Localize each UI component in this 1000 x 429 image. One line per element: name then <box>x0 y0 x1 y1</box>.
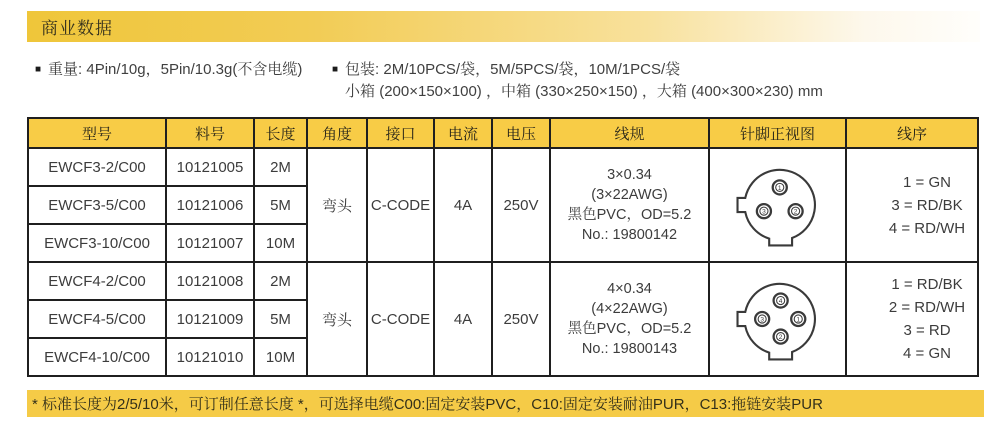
col-header-model: 型号 <box>28 118 166 148</box>
pin-number: 3 <box>761 208 766 216</box>
table-row <box>28 262 978 300</box>
model-cell: EWCF3-2/C00 <box>28 148 166 186</box>
length-cell: 5M <box>254 300 307 338</box>
part-number-cell: 10121009 <box>166 300 254 338</box>
wire-spec-line: (4×22AWG) <box>591 301 668 317</box>
col-header-part-number: 料号 <box>166 118 254 148</box>
length-cell: 2M <box>254 262 307 300</box>
weight-note <box>35 59 332 103</box>
col-header-wire-order: 线序 <box>846 118 978 148</box>
section-title: 商业数据 <box>41 19 113 38</box>
footer-note-bar <box>27 390 984 417</box>
table-row <box>28 148 978 186</box>
pin-number: 1 <box>777 184 782 192</box>
packaging-line-1: 包装: 2M/10PCS/袋，5M/5PCS/袋，10M/1PCS/袋 <box>345 61 681 78</box>
wire-order-line: 4 = RD/WH <box>888 219 966 237</box>
model-cell: EWCF3-5/C00 <box>28 186 166 224</box>
wire-spec-line: No.: 19800142 <box>581 227 678 243</box>
wire-spec-line: No.: 19800143 <box>581 341 678 357</box>
table-header-row <box>28 118 978 148</box>
wire-spec-line: 4×0.34 <box>607 281 652 297</box>
col-header-length: 长度 <box>254 118 307 148</box>
pin-front-view-cell <box>709 262 846 376</box>
wire-spec-line: 黑色PVC，OD=5.2 <box>567 321 692 337</box>
wire-spec-line: (3×22AWG) <box>591 187 668 203</box>
product-table <box>27 117 979 377</box>
pin-number: 2 <box>778 333 782 341</box>
wire-order-line: 4 = GN <box>903 345 951 362</box>
wire-spec-line: 黑色PVC，OD=5.2 <box>567 207 692 223</box>
angle-cell: 弯头 <box>307 262 367 376</box>
wire-order-line: 3 = RD/BK <box>891 196 963 214</box>
pin-number: 2 <box>793 208 797 216</box>
3-pin-connector-diagram <box>732 161 824 249</box>
model-cell: EWCF3-10/C00 <box>28 224 166 262</box>
section-title-bar <box>27 11 980 42</box>
pin-front-view-cell <box>709 148 846 262</box>
wire-order-cell <box>846 148 978 262</box>
current-cell: 4A <box>434 262 492 376</box>
pin-number: 4 <box>778 297 782 305</box>
col-header-interface: 接口 <box>367 118 434 148</box>
wire-order-line: 1 = RD/BK <box>891 276 963 293</box>
part-number-cell: 10121006 <box>166 186 254 224</box>
wire-order-line: 3 = RD <box>903 322 951 339</box>
weight-note-text: 重量: 4Pin/10g，5Pin/10.3g(不含电缆) <box>48 61 303 78</box>
current-cell: 4A <box>434 148 492 262</box>
4-pin-connector-diagram <box>732 275 824 363</box>
pin-number: 3 <box>759 316 764 324</box>
col-header-current: 电流 <box>434 118 492 148</box>
bullet-square-icon: ■ <box>35 64 42 75</box>
interface-cell: C-CODE <box>367 262 434 376</box>
wire-order-line: 2 = RD/WH <box>888 299 966 316</box>
col-header-angle: 角度 <box>307 118 367 148</box>
length-cell: 10M <box>254 338 307 376</box>
part-number-cell: 10121010 <box>166 338 254 376</box>
voltage-cell: 250V <box>492 262 550 376</box>
packaging-line-2: 小箱 (200×150×100) ，中箱 (330×250×150) ，大箱 (400×300×230) mm <box>345 83 823 100</box>
bullet-square-icon: ■ <box>332 64 339 75</box>
length-cell: 10M <box>254 224 307 262</box>
part-number-cell: 10121007 <box>166 224 254 262</box>
packaging-note <box>332 59 823 103</box>
col-header-wire-gauge: 线规 <box>550 118 709 148</box>
wire-gauge-cell <box>550 262 709 376</box>
part-number-cell: 10121005 <box>166 148 254 186</box>
angle-cell: 弯头 <box>307 148 367 262</box>
col-header-voltage: 电压 <box>492 118 550 148</box>
wire-gauge-cell <box>550 148 709 262</box>
wire-order-line: 1 = GN <box>903 173 951 191</box>
col-header-pin-front-view: 针脚正视图 <box>709 118 846 148</box>
part-number-cell: 10121008 <box>166 262 254 300</box>
packaging-note-text <box>345 59 823 103</box>
length-cell: 5M <box>254 186 307 224</box>
model-cell: EWCF4-5/C00 <box>28 300 166 338</box>
wire-order-cell <box>846 262 978 376</box>
footer-note-text: * 标准长度为2/5/10米，可订制任意长度 *，可选择电缆C00:固定安装PVC，C10:固定安装耐油PUR，C13:拖链安装PUR <box>32 396 823 413</box>
pin-number: 1 <box>795 316 800 324</box>
voltage-cell: 250V <box>492 148 550 262</box>
model-cell: EWCF4-2/C00 <box>28 262 166 300</box>
length-cell: 2M <box>254 148 307 186</box>
model-cell: EWCF4-10/C00 <box>28 338 166 376</box>
interface-cell: C-CODE <box>367 148 434 262</box>
notes-row <box>35 59 823 103</box>
wire-spec-line: 3×0.34 <box>607 167 652 183</box>
